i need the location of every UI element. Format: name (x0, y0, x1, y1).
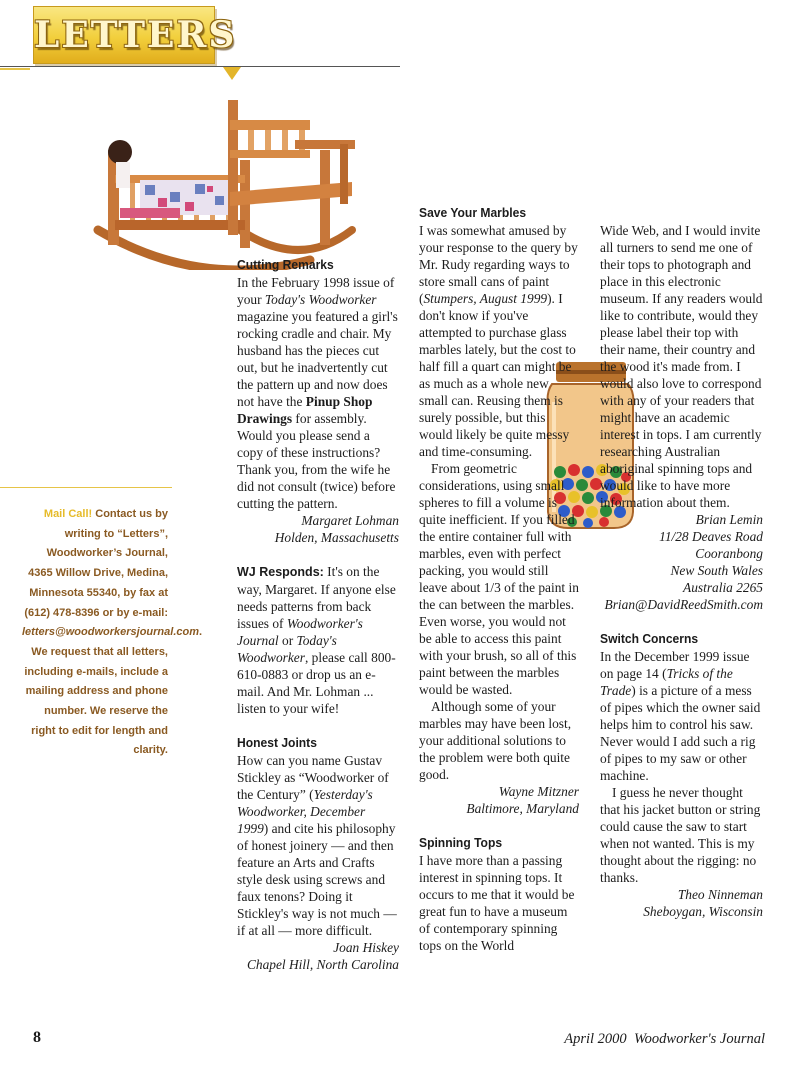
column-1 (237, 256, 399, 973)
heading-cutting-remarks: Cutting Remarks (237, 257, 334, 272)
footer-issue: April 2000 Woodworker's Journal (564, 1031, 765, 1047)
address-line: 11/28 Deaves Road (659, 529, 763, 544)
signature-name: Wayne Mitzner (498, 784, 579, 799)
mail-call-email[interactable]: letters@woodworkersjournal.com (22, 626, 199, 639)
letter-marbles-body-2: From geometric considerations, using small spheres to fill a volume is quite inefficient. If you filled the entire container full with marbles, even with perfect packing, you would still leave about 1/3 of the paint in the can between the marbles. Even worse, you would not be able to access this paint with your brush, so all of this paint between the marbles would be wasted. (419, 461, 579, 697)
letter-cutting-remarks-body: In the February 1998 issue of your Today's Woodworker magazine you featured a girl's rocking cradle and chair. My husband has the pieces cut out, but he inadvertently cut the pattern up and now does not have the Pinup Shop Drawings for assembly. Would you please send a copy of these instructions? Thank you, from the wife he did not consult (twice) before cutting the pattern. (237, 275, 398, 511)
address-line: Cooranbong (695, 546, 763, 561)
signature-name: Theo Ninneman (677, 887, 763, 902)
signature-place: Holden, Massachusetts (274, 530, 399, 545)
letter-honest-joints-body: How can you name Gustav Stickley as “Woodworker of the Century” (Yesterday's Woodworker, December 1999) and cite his philosophy of honest joinery — and then feature an Arts and Crafts style desk using screws and faux tenons? Doing it Stickley's way is not much — if at all — more difficult. (237, 753, 397, 938)
letter-spinning-tops-body: I have more than a passing interest in spinning tops. It occurs to me that it would be great fun to have a museum of contemporary spinning tops on the World (419, 853, 575, 953)
wj-responds-body: WJ Responds: It's on the way, Margaret. If anyone else needs patterns from back issues of Woodworker's Journal or Today's Woodworker, please call 800-610-0883 or drop us an e-mail. And Mr. Lohman ... listen to your wife! (237, 564, 396, 716)
signature-place: Sheboygan, Wisconsin (643, 904, 763, 919)
section-title: LETTERS (34, 14, 237, 56)
heading-honest-joints: Honest Joints (237, 735, 317, 750)
column-3 (600, 222, 763, 920)
letters-logo (33, 6, 237, 64)
mail-call-label: Mail Call! (43, 508, 93, 520)
sidebar-rule (0, 487, 172, 488)
signature-place: Chapel Hill, North Carolina (246, 957, 399, 972)
signature-name: Joan Hiskey (333, 940, 399, 955)
header-rule (0, 66, 400, 67)
signature-place: Baltimore, Maryland (466, 801, 579, 816)
address-line: New South Wales (670, 563, 763, 578)
letter-switch-concerns-body: In the December 1999 issue on page 14 (Tricks of the Trade) is a picture of a mess of pipes which the owner said helps him to control his saw. Never would I add such a rig of pipes to my saw or other machine. (600, 649, 761, 783)
letter-marbles-body-3: Although some of your marbles may have been lost, your additional solutions to the problem were both quite good. (419, 699, 572, 782)
column-2 (419, 204, 579, 954)
rocking-cradle-illustration (90, 80, 358, 270)
letter-switch-concerns-body-2: I guess he never thought that his jacket button or string could cause the saw to start when not wanted. This is my thought about the rigging: no thanks. (600, 785, 761, 885)
signature-name: Margaret Lohman (301, 513, 399, 528)
header-rule-accent (0, 68, 30, 70)
mail-call-text: Contact us by writing to “Letters”, Woodworker’s Journal, 4365 Willow Drive, Medina, Minnesota 55340, by fax at (612) 478-8396 or by e-mail: (24, 508, 168, 619)
heading-switch-concerns: Switch Concerns (600, 631, 699, 646)
letter-marbles-body: I was somewhat amused by your response to the query by Mr. Rudy regarding ways to store small cans of paint (Stumpers, August 1999). I don't know if you've attempted to purchase glass marbles lately, but the cost to half fill a quart can might be as much as a whole new small can. Reusing them is surely possible, but this would likely be quite messy and time-consuming. (419, 223, 578, 459)
heading-save-your-marbles: Save Your Marbles (419, 205, 527, 220)
page-number: 8 (33, 1029, 41, 1046)
mail-call-text-2: . We request that all letters, including e-mails, include a mailing address and phone number. We reserve the right to edit for length and clarity. (24, 626, 203, 757)
pointer-triangle-icon (223, 67, 241, 80)
signature-name: Brian Lemin (695, 512, 763, 527)
letter-spinning-tops-continued: Wide Web, and I would invite all turners to send me one of their tops to photograph and place in this electronic museum. If any readers would like to contribute, would they please label their top with their name, their country and the wood it's made from. I would also love to correspond with any of your readers that might have an academic interest in tops. I am currently researching Australian aboriginal spinning tops and would like to have more information about them. (600, 223, 763, 510)
address-line: Australia 2265 (683, 580, 763, 595)
heading-spinning-tops: Spinning Tops (419, 835, 503, 850)
mail-call-note (22, 505, 203, 761)
signature-email[interactable]: Brian@DavidReedSmith.com (604, 597, 763, 612)
